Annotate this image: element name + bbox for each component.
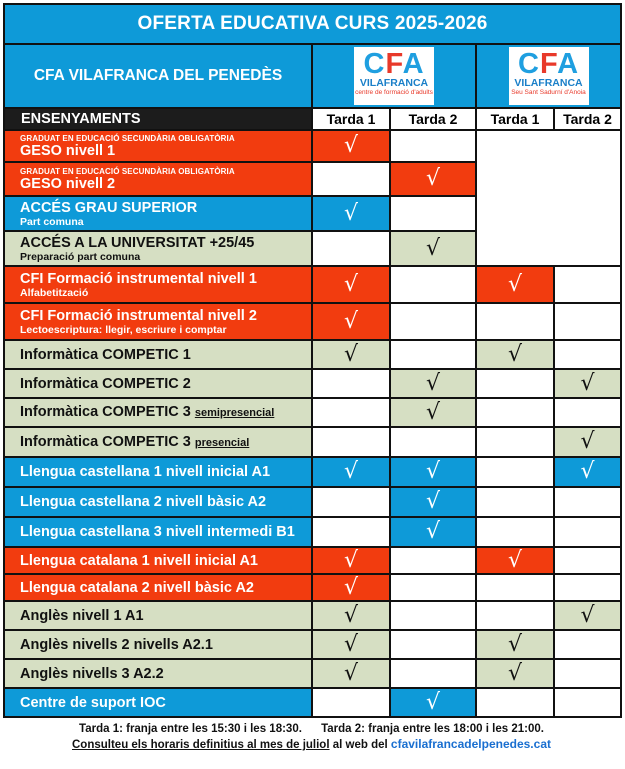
check-mark-icon: √ — [476, 630, 554, 659]
course-name: Llengua catalana 2 nivell bàsic A2 — [20, 579, 254, 596]
empty-cell — [390, 130, 476, 162]
empty-cell — [390, 196, 476, 231]
course-subtitle: Preparació part comuna — [20, 250, 141, 263]
course-label-llengua-catalana-1-nivell-inicial-a1 — [4, 547, 312, 574]
check-mark-icon: √ — [390, 398, 476, 427]
check-mark-icon: √ — [312, 457, 390, 487]
check-mark-icon: √ — [312, 266, 390, 303]
course-row — [4, 659, 621, 688]
check-mark-icon: √ — [312, 601, 390, 630]
course-row — [4, 547, 621, 574]
footer-website-link[interactable]: cfavilafrancadelpenedes.cat — [390, 737, 551, 751]
course-name: Llengua catalana 1 nivell inicial A1 — [20, 552, 258, 569]
empty-cell — [476, 487, 554, 517]
center-name: CFA VILAFRANCA DEL PENEDÈS — [4, 44, 312, 108]
course-row — [4, 130, 621, 162]
cfa-logo-vilafranca — [354, 47, 434, 105]
empty-cell — [312, 688, 390, 717]
empty-cell — [390, 266, 476, 303]
course-row — [4, 398, 621, 427]
empty-cell — [390, 630, 476, 659]
empty-cell — [554, 574, 621, 601]
empty-cell — [390, 547, 476, 574]
check-mark-icon: √ — [476, 547, 554, 574]
logo-cell-sant-sadurni — [476, 44, 621, 108]
check-mark-icon: √ — [390, 517, 476, 547]
check-mark-icon: √ — [390, 231, 476, 266]
course-row — [4, 601, 621, 630]
check-mark-icon: √ — [312, 630, 390, 659]
course-name: Llengua castellana 3 nivell intermedi B1 — [20, 524, 295, 540]
empty-cell — [554, 266, 621, 303]
course-row — [4, 630, 621, 659]
course-prefix: GRADUAT EN EDUCACIÓ SECUNDÀRIA OBLIGATÒRIA — [20, 133, 235, 143]
course-subtitle: Part comuna — [20, 215, 84, 228]
check-mark-icon: √ — [554, 601, 621, 630]
empty-cell — [312, 517, 390, 547]
footer — [3, 722, 620, 753]
logo-name: VILAFRANCA — [359, 77, 429, 89]
offer-sheet — [3, 3, 620, 753]
empty-cell — [554, 398, 621, 427]
header-col-4: Tarda 2 — [554, 108, 621, 130]
empty-cell — [390, 659, 476, 688]
course-label-informatica-competic-1 — [4, 340, 312, 369]
empty-cell — [554, 659, 621, 688]
check-mark-icon: √ — [312, 196, 390, 231]
empty-cell — [476, 457, 554, 487]
footer-schedule — [3, 722, 620, 737]
logo-subtitle: Seu Sant Sadurní d'Anoia — [511, 89, 586, 96]
empty-cell — [312, 427, 390, 457]
empty-cell — [390, 427, 476, 457]
course-table — [3, 3, 622, 718]
logo-name: VILAFRANCA — [514, 77, 583, 89]
course-row — [4, 574, 621, 601]
course-name: GESO nivell 2 — [20, 175, 116, 192]
empty-cell — [312, 162, 390, 196]
empty-cell — [476, 574, 554, 601]
footer-al-web: al web del — [332, 739, 388, 751]
empty-cell — [476, 688, 554, 717]
course-label-cfi-formacio-instrumental-nivell-1 — [4, 266, 312, 303]
course-label-cfi-formacio-instrumental-nivell-2 — [4, 303, 312, 340]
check-mark-icon: √ — [390, 487, 476, 517]
header-col-1: Tarda 1 — [312, 108, 390, 130]
course-row — [4, 688, 621, 717]
course-name: Centre de suport IOC — [20, 694, 166, 711]
empty-cell — [554, 340, 621, 369]
course-name: CFI Formació instrumental nivell 1 — [20, 270, 257, 287]
course-label-llengua-castellana-2-nivell-basic-a2 — [4, 487, 312, 517]
course-row — [4, 340, 621, 369]
course-row — [4, 266, 621, 303]
empty-cell — [476, 369, 554, 398]
empty-cell — [312, 369, 390, 398]
course-label-acces-grau-superior — [4, 196, 312, 231]
course-label-informatica-competic-3 — [4, 398, 312, 427]
course-label-acces-a-la-universitat-25-45 — [4, 231, 312, 266]
check-mark-icon: √ — [554, 427, 621, 457]
course-row — [4, 427, 621, 457]
course-name: ACCÉS GRAU SUPERIOR — [20, 199, 198, 216]
course-label-angles-nivell-1-a1 — [4, 601, 312, 630]
course-label-geso-nivell-2 — [4, 162, 312, 196]
logo-subtitle: centre de formació d'adults — [355, 89, 433, 96]
course-label-informatica-competic-2 — [4, 369, 312, 398]
cfa-logo-sant-sadurni — [509, 47, 589, 105]
header-col-2: Tarda 2 — [390, 108, 476, 130]
course-label-angles-nivells-3-a2-2 — [4, 659, 312, 688]
course-name: Informàtica COMPETIC 3 — [20, 404, 191, 420]
header-ensenyaments: ENSENYAMENTS — [4, 108, 312, 130]
empty-cell — [476, 398, 554, 427]
check-mark-icon: √ — [390, 162, 476, 196]
empty-cell — [554, 547, 621, 574]
check-mark-icon: √ — [554, 369, 621, 398]
empty-cell — [390, 574, 476, 601]
empty-cell — [312, 487, 390, 517]
course-name: Informàtica COMPETIC 1 — [20, 346, 191, 363]
course-modality: semipresencial — [194, 407, 275, 419]
course-label-informatica-competic-3 — [4, 427, 312, 457]
course-modality: presencial — [194, 436, 250, 449]
course-row — [4, 517, 621, 547]
course-name: Anglès nivell 1 A1 — [20, 607, 144, 624]
course-subtitle: Alfabetització — [20, 286, 89, 299]
check-mark-icon: √ — [312, 659, 390, 688]
empty-cell — [554, 487, 621, 517]
course-name: Informàtica COMPETIC 3 — [20, 433, 191, 450]
check-mark-icon: √ — [390, 369, 476, 398]
course-row — [4, 457, 621, 487]
course-name: Informàtica COMPETIC 2 — [20, 375, 191, 392]
empty-cell — [554, 517, 621, 547]
check-mark-icon: √ — [312, 574, 390, 601]
footer-note — [3, 737, 620, 753]
course-name: Anglès nivells 2 nivells A2.1 — [20, 636, 213, 653]
empty-cell — [554, 688, 621, 717]
empty-cell — [476, 303, 554, 340]
course-row — [4, 487, 621, 517]
page-title: OFERTA EDUCATIVA CURS 2025-2026 — [4, 4, 621, 44]
check-mark-icon: √ — [390, 457, 476, 487]
course-name: Llengua castellana 1 nivell inicial A1 — [20, 464, 271, 480]
footer-consulteu: Consulteu els horaris definitius al mes de juliol — [72, 739, 330, 751]
course-name: CFI Formació instrumental nivell 2 — [20, 307, 257, 324]
course-name: GESO nivell 1 — [20, 142, 116, 159]
check-mark-icon: √ — [312, 130, 390, 162]
course-subtitle: Lectoescriptura: llegir, escriure i comptar — [20, 323, 227, 336]
check-mark-icon: √ — [312, 340, 390, 369]
check-mark-icon: √ — [476, 340, 554, 369]
logo-cell-vilafranca — [312, 44, 476, 108]
empty-cell — [476, 601, 554, 630]
check-mark-icon: √ — [312, 547, 390, 574]
empty-cell — [554, 303, 621, 340]
empty-cell — [390, 303, 476, 340]
empty-cell — [554, 630, 621, 659]
logo-letters: CFA — [517, 48, 580, 80]
footer-tarda2: Tarda 2: franja entre les 18:00 i les 21:00. — [321, 723, 544, 735]
course-label-angles-nivells-2-nivells-a2-1 — [4, 630, 312, 659]
course-name: Llengua castellana 2 nivell bàsic A2 — [20, 494, 267, 510]
check-mark-icon: √ — [312, 303, 390, 340]
course-prefix: GRADUAT EN EDUCACIÓ SECUNDÀRIA OBLIGATÒRIA — [20, 166, 235, 176]
course-label-geso-nivell-1 — [4, 130, 312, 162]
course-label-llengua-castellana-1-nivell-inicial-a1 — [4, 457, 312, 487]
course-label-llengua-catalana-2-nivell-basic-a2 — [4, 574, 312, 601]
footer-tarda1: Tarda 1: franja entre les 15:30 i les 18:30. — [79, 723, 302, 735]
empty-cell — [312, 231, 390, 266]
not-offered-block — [476, 130, 621, 266]
course-row — [4, 303, 621, 340]
course-label-centre-de-suport-ioc — [4, 688, 312, 717]
empty-cell — [476, 427, 554, 457]
empty-cell — [476, 517, 554, 547]
logo-letters: CFA — [363, 48, 425, 80]
course-name: ACCÉS A LA UNIVERSITAT +25/45 — [20, 234, 255, 251]
check-mark-icon: √ — [476, 659, 554, 688]
empty-cell — [390, 601, 476, 630]
header-col-3: Tarda 1 — [476, 108, 554, 130]
course-name: Anglès nivells 3 A2.2 — [20, 665, 164, 682]
check-mark-icon: √ — [390, 688, 476, 717]
course-label-llengua-castellana-3-nivell-intermedi-b1 — [4, 517, 312, 547]
empty-cell — [312, 398, 390, 427]
empty-cell — [390, 340, 476, 369]
course-row — [4, 369, 621, 398]
check-mark-icon: √ — [554, 457, 621, 487]
check-mark-icon: √ — [476, 266, 554, 303]
